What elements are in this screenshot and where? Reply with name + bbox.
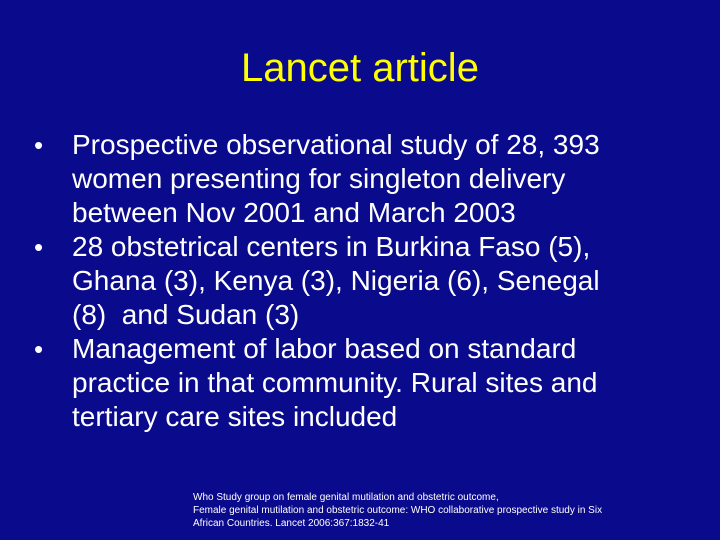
bullet-marker: •	[34, 130, 44, 160]
bullet-line: women presenting for singleton delivery	[72, 163, 566, 194]
bullet-item-study-design	[30, 128, 700, 230]
citation-line: African Countries. Lancet 2006:367:1832-41	[193, 518, 390, 529]
bullet-item-management	[30, 332, 700, 434]
citation-line: Who Study group on female genital mutilation and obstetric outcome,	[193, 492, 499, 503]
bullet-item-centers	[30, 230, 700, 332]
bullet-line: Prospective observational study of 28, 393	[72, 129, 600, 160]
citation-line: Female genital mutilation and obstetric outcome: WHO collaborative prospective study in Six	[193, 505, 603, 516]
bullet-line: tertiary care sites included	[72, 401, 398, 432]
bullet-line: (8) and Sudan (3)	[72, 299, 300, 330]
bullet-marker: •	[34, 232, 44, 262]
bullet-marker: •	[34, 334, 44, 364]
bullet-line: Ghana (3), Kenya (3), Nigeria (6), Senegal	[72, 265, 600, 296]
citation	[193, 491, 703, 530]
bullet-line: between Nov 2001 and March 2003	[72, 197, 516, 228]
slide-title: Lancet article	[241, 46, 479, 90]
bullet-list	[30, 128, 700, 434]
bullet-line: Management of labor based on standard	[72, 333, 577, 364]
bullet-line: practice in that community. Rural sites and	[72, 367, 598, 398]
bullet-line: 28 obstetrical centers in Burkina Faso (5),	[72, 231, 591, 262]
